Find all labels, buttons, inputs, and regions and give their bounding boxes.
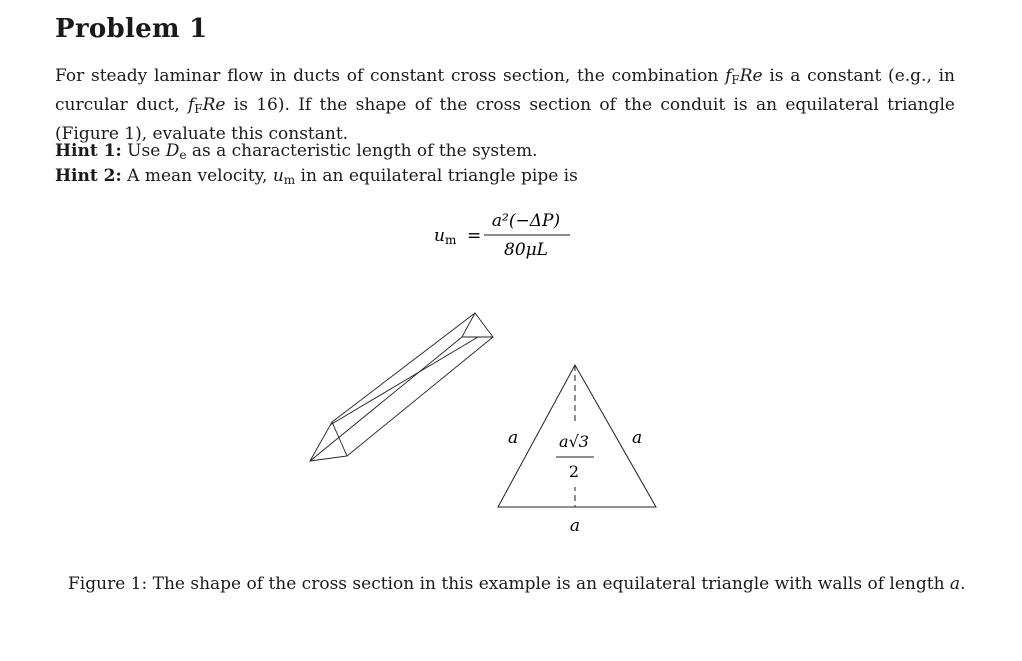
side-left-label: a — [508, 428, 519, 448]
height-denominator: 2 — [568, 462, 580, 481]
problem-title: Problem 1 — [55, 14, 208, 44]
hint-1-label: Hint 1: — [55, 141, 122, 161]
equation-numerator: a²(−ΔP) — [491, 211, 561, 231]
hint-2-label: Hint 2: — [55, 166, 122, 186]
equation-equals: = — [467, 226, 482, 246]
height-numerator: a√3 — [559, 432, 589, 451]
mean-velocity-equation — [420, 200, 620, 270]
side-right-label: a — [632, 428, 643, 448]
equation-lhs-sub: m — [445, 233, 457, 247]
equation-lhs: u — [434, 226, 445, 246]
hint-2: Hint 2: A mean velocity, $u_m$ in an equilateral triangle pipe is — [55, 166, 578, 187]
triangular-prism-figure — [300, 305, 510, 475]
figure-caption: Figure 1: The shape of the cross section in this example is an equilateral triangle with walls of length a. — [68, 574, 966, 594]
equation-denominator: 80μL — [504, 240, 548, 260]
hint-1: Hint 1: Use $D_e$ as a characteristic length of the system. — [55, 141, 538, 162]
triangle-cross-section-figure — [480, 355, 680, 545]
base-label: a — [569, 516, 581, 536]
problem-statement: For steady laminar flow in ducts of constant cross section, the combination $f_FRe$ is a constant (e.g., in curcular duct, $f_FRe$ is 16). If the shape of the cross section of the conduit is an equilateral triangle (Figure 1), evaluate this constant. — [55, 66, 955, 144]
